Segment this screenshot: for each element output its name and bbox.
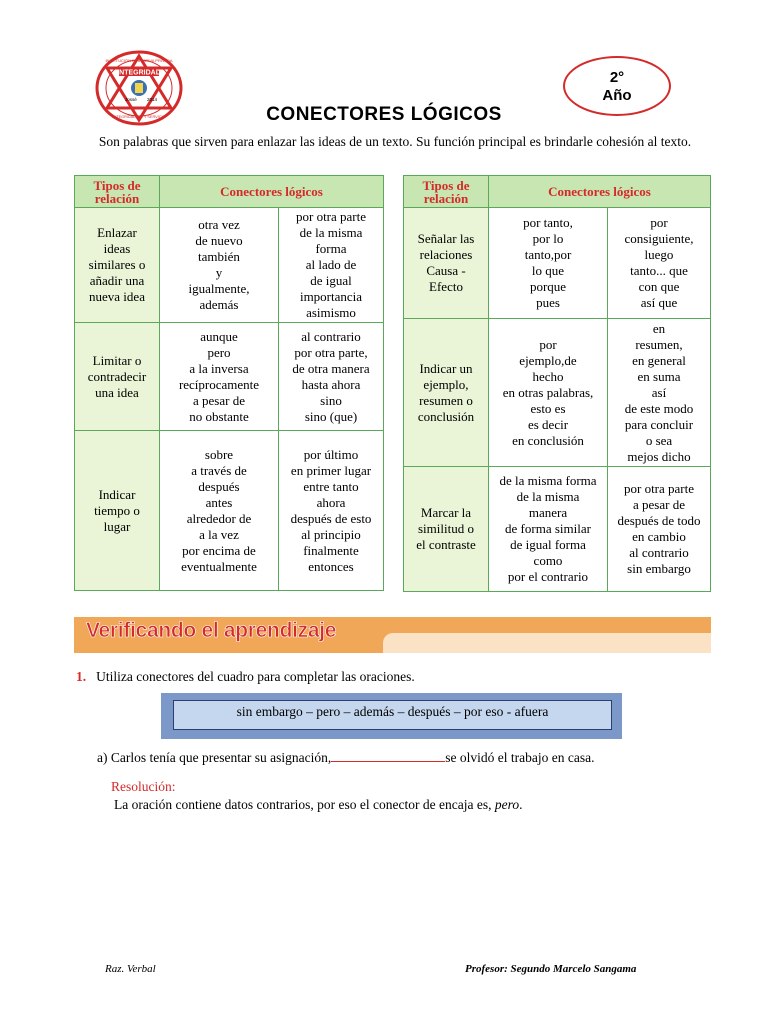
resolution-label: Resolución: [111,779,176,794]
logo-arc-top: INSTITUCIÓN EDUCATIVA PRIVADA [105,58,173,63]
word-bank: sin embargo – pero – además – después – por eso - afuera [173,700,612,730]
col-header-connectors: Conectores lógicos [160,176,384,208]
col-header-type: Tipos de relación [75,176,160,208]
connector-cell: aunque pero a la inversa recíprocamente a pesar de no obstante [160,323,279,431]
answer-blank[interactable] [331,749,445,762]
connector-cell: por último en primer lugar entre tanto ahora después de esto al principio finalmente entonces [279,431,384,591]
connectors-table-right [403,175,711,592]
table-row [404,319,711,467]
logo-motto: INTEGRIDAD, FE Y SERVICIO [112,115,166,119]
question-text: Utiliza conectores del cuadro para completar las oraciones. [96,669,415,684]
logo-name: INTEGRIDAD [117,69,161,77]
table-row [75,323,384,431]
connector-cell: por consiguiente, luego tanto... que con que así que [608,208,711,319]
relation-type-cell: Indicar tiempo o lugar [75,431,160,591]
connector-cell: de la misma forma de la misma manera de forma similar de igual forma como por el contrario [489,467,608,592]
section-banner-tab [383,633,711,653]
table-row [75,431,384,591]
connector-cell: al contrario por otra parte, de otra manera hasta ahora sino sino (que) [279,323,384,431]
relation-type-cell: Limitar o contradecir una idea [75,323,160,431]
table-row [75,208,384,323]
grade-label: Año [602,87,632,104]
connector-cell: sobre a través de después antes alrededor de a la vez por encima de eventualmente [160,431,279,591]
footer-subject: Raz. Verbal [105,963,156,975]
question-1 [76,669,415,685]
relation-type-cell: Indicar un ejemplo, resumen o conclusión [404,319,489,467]
connector-cell: por otra parte a pesar de después de todo en cambio al contrario sin embargo [608,467,711,592]
page-title: CONECTORES LÓGICOS [266,104,502,125]
logo-year-right: 2014 [147,97,158,102]
connector-cell: otra vez de nuevo también y igualmente, además [160,208,279,323]
section-title: Verificando el aprendizaje [86,619,337,642]
grade-number: 2° [609,69,625,86]
intro-text: Son palabras que sirven para enlazar las ideas de un texto. Su función principal es brindarle cohesión al texto. [98,134,692,149]
connector-cell: por otra parte de la misma forma al lado de de igual importancia asimismo [279,208,384,323]
resolution-answer: pero [494,797,520,812]
question-number: 1. [76,669,87,684]
footer-teacher: Profesor: Segundo Marcelo Sangama [465,963,637,975]
table-row [404,208,711,319]
connector-cell: por ejemplo,de hecho en otras palabras, esto es es decir en conclusión [489,319,608,467]
table-row [404,467,711,592]
connectors-table-left [74,175,384,591]
resolution-text: La oración contiene datos contrarios, por eso el conector de encaja es, pero. [114,797,523,812]
col-header-type: Tipos de relación [404,176,489,208]
relation-type-cell: Enlazar ideas similares o añadir una nueva idea [75,208,160,323]
connector-cell: por tanto, por lo tanto,por lo que porque pues [489,208,608,319]
relation-type-cell: Marcar la similitud o el contraste [404,467,489,592]
relation-type-cell: Señalar las relaciones Causa - Efecto [404,208,489,319]
logo-year-left: Jossé [125,97,137,102]
col-header-connectors: Conectores lógicos [489,176,711,208]
connector-cell: en resumen, en general en suma así de este modo para concluir o sea mejos dicho [608,319,711,467]
exercise-a: a) Carlos tenía que presentar su asignación, se olvidó el trabajo en casa. [97,750,595,765]
